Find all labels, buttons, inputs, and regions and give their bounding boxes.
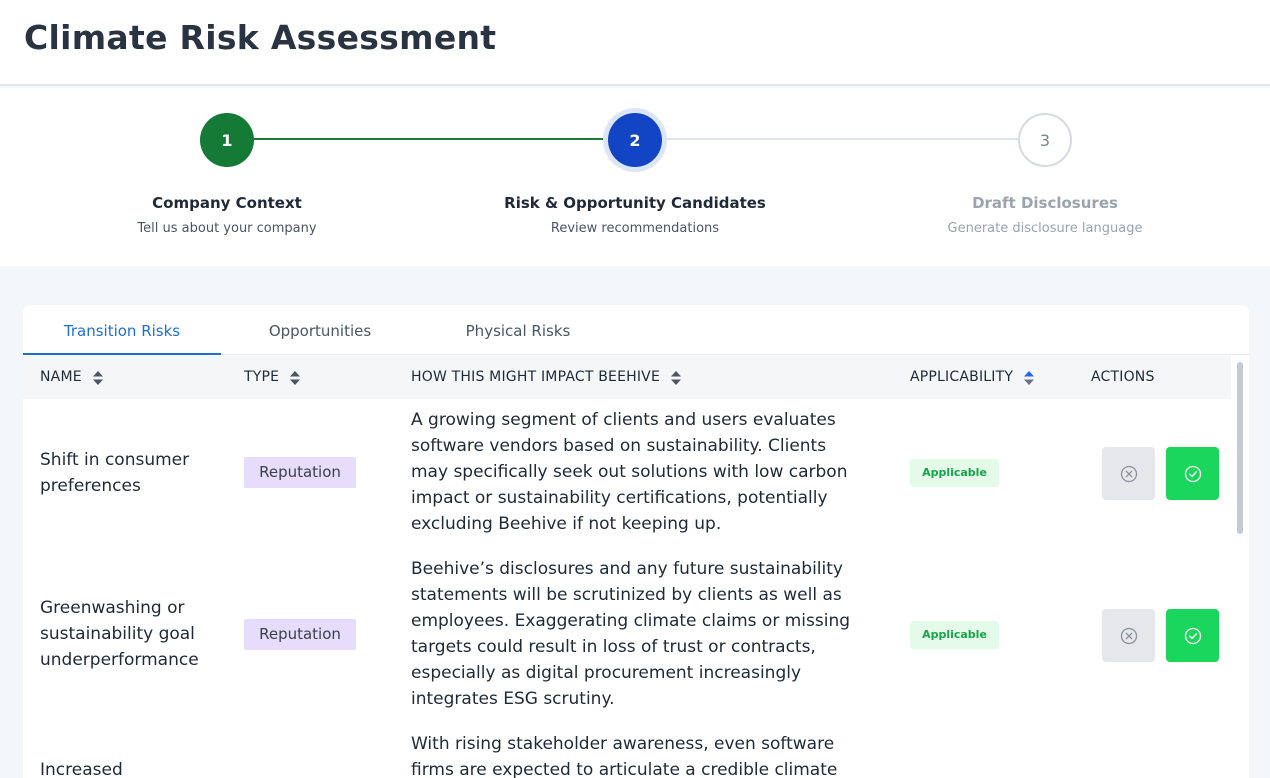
type-badge: Reputation: [244, 457, 356, 488]
step-1-subtitle: Tell us about your company: [137, 221, 317, 236]
step-3-title: Draft Disclosures: [972, 194, 1118, 212]
column-header-applicability[interactable]: [910, 356, 1035, 399]
impact-text: [411, 556, 881, 712]
table-header: [23, 356, 1231, 399]
accept-button[interactable]: [1166, 447, 1219, 500]
table-scrollbar[interactable]: [1235, 358, 1245, 778]
sort-updown-icon[interactable]: [1023, 370, 1035, 386]
risk-name-line: Greenwashing or: [40, 598, 185, 618]
column-header-impact[interactable]: [411, 356, 682, 399]
page-title: Climate Risk Assessment: [24, 18, 497, 57]
step-connector-pending: [662, 138, 1018, 140]
tab-physical-risks[interactable]: Physical Risks: [465, 322, 571, 340]
step-2-circle[interactable]: 2: [608, 113, 662, 167]
step-3-subtitle: Generate disclosure language: [947, 221, 1143, 236]
applicability-badge: Applicable: [910, 621, 999, 649]
column-header-actions: [1091, 356, 1155, 399]
step-2-title: Risk & Opportunity Candidates: [504, 194, 766, 212]
column-header-type[interactable]: [244, 356, 301, 399]
table-row: [23, 559, 1231, 723]
sort-updown-icon[interactable]: [92, 370, 104, 386]
impact-line: employees. Exaggerating climate claims or missing: [411, 611, 851, 631]
risk-name-line: Increased: [40, 760, 123, 778]
accept-button[interactable]: [1166, 609, 1219, 662]
impact-line: impact or sustainability certifications, potentially: [411, 488, 828, 508]
impact-line: excluding Beehive if not keeping up.: [411, 514, 722, 534]
risk-name-line: Shift in consumer: [40, 450, 190, 470]
risk-name-line: sustainability goal: [40, 624, 195, 644]
table-row: [23, 723, 1231, 778]
page-header: [0, 0, 1270, 86]
risk-name: [40, 595, 199, 673]
sort-updown-icon[interactable]: [670, 370, 682, 386]
applicability-badge: Applicable: [910, 459, 999, 487]
step-2-subtitle: Review recommendations: [550, 221, 720, 236]
impact-line: software vendors based on sustainability. Clients: [411, 436, 827, 456]
table-row: [23, 399, 1231, 559]
tab-bar: [23, 305, 1249, 355]
column-header-impact-label: HOW THIS MIGHT IMPACT BEEHIVE: [411, 369, 661, 385]
impact-line: Beehive’s disclosures and any future sustainability: [411, 559, 843, 579]
type-badge: Reputation: [244, 619, 356, 650]
column-header-type-label: TYPE: [244, 369, 280, 385]
step-connector-complete: [254, 138, 608, 140]
column-header-actions-label: ACTIONS: [1091, 369, 1155, 385]
impact-line: targets could result in loss of trust or contracts,: [411, 637, 816, 657]
sort-updown-icon[interactable]: [289, 370, 301, 386]
risk-name-line: preferences: [40, 476, 141, 496]
risk-name: [40, 447, 189, 499]
reject-button[interactable]: [1102, 447, 1155, 500]
tab-opportunities[interactable]: Opportunities: [268, 322, 372, 340]
step-1-title: Company Context: [152, 194, 302, 212]
tab-transition-risks[interactable]: Transition Risks: [23, 305, 221, 355]
x-circle-icon: [1120, 465, 1138, 483]
column-header-applicability-label: APPLICABILITY: [910, 369, 1014, 385]
scrollbar-thumb[interactable]: [1237, 362, 1243, 534]
impact-line: integrates ESG scrutiny.: [411, 689, 615, 709]
progress-stepper: [0, 88, 1270, 266]
step-1-circle[interactable]: 1: [200, 113, 254, 167]
step-3-circle[interactable]: 3: [1018, 113, 1072, 167]
risk-name: [40, 757, 123, 778]
impact-text: [411, 407, 881, 537]
x-circle-icon: [1120, 627, 1138, 645]
impact-line: firms are expected to articulate a credible climate: [411, 760, 838, 778]
impact-line: A growing segment of clients and users evaluates: [411, 410, 836, 430]
impact-line: statements will be scrutinized by clients as well as: [411, 585, 842, 605]
reject-button[interactable]: [1102, 609, 1155, 662]
check-circle-icon: [1184, 465, 1202, 483]
column-header-name[interactable]: [40, 356, 104, 399]
impact-line: may specifically seek out solutions with low carbon: [411, 462, 848, 482]
risk-name-line: underperformance: [40, 650, 199, 670]
impact-line: especially as digital procurement increasingly: [411, 663, 802, 683]
risks-card: [23, 305, 1249, 778]
column-header-name-label: NAME: [40, 369, 82, 385]
impact-line: With rising stakeholder awareness, even software: [411, 734, 835, 754]
check-circle-icon: [1184, 627, 1202, 645]
impact-text: [411, 731, 881, 778]
